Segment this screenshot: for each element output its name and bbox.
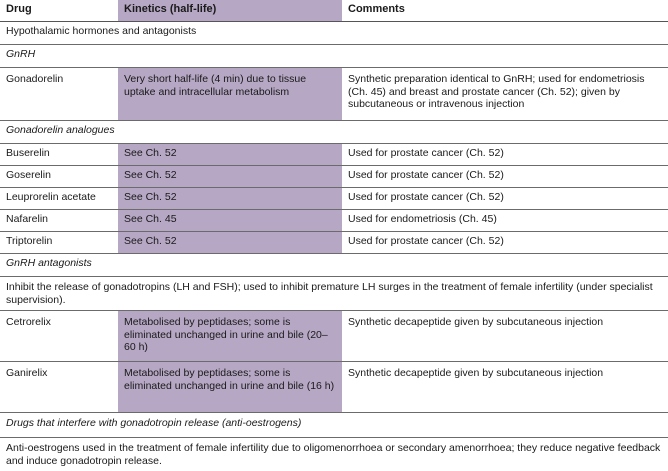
kinetics-cell: See Ch. 45	[118, 210, 342, 232]
drug-name: Leuprorelin acetate	[0, 188, 118, 210]
antagonists-note: Inhibit the release of gonadotropins (LH and FSH); used to inhibit premature LH surges in the treatment of female infertility (under specialist supervision).	[0, 277, 668, 311]
anti-oestrogens-note: Anti-oestrogens used in the treatment of female infertility due to oligomenorrhoea or secondary amenorrhoea; they reduce negative feedback and induce gonadotropin release.	[0, 438, 668, 471]
kinetics-cell: See Ch. 52	[118, 166, 342, 188]
header-row	[0, 0, 668, 22]
drug-name: Cetrorelix	[0, 311, 118, 362]
subsection-row	[0, 254, 668, 277]
subsection-row	[0, 121, 668, 144]
comments-cell: Used for endometriosis (Ch. 45)	[342, 210, 668, 232]
section-title: Hypothalamic hormones and antagonists	[0, 22, 668, 45]
comments-cell: Used for prostate cancer (Ch. 52)	[342, 144, 668, 166]
kinetics-cell: See Ch. 52	[118, 232, 342, 254]
comments-cell: Synthetic decapeptide given by subcutaneous injection	[342, 311, 668, 362]
note-row	[0, 438, 668, 471]
drug-name: Ganirelix	[0, 362, 118, 413]
drug-name: Triptorelin	[0, 232, 118, 254]
table-row	[0, 311, 668, 362]
kinetics-cell: Metabolised by peptidases; some is eliminated unchanged in urine and bile (16 h)	[118, 362, 342, 413]
subsection-heading-antagonists: GnRH antagonists	[0, 254, 668, 277]
drug-name: Nafarelin	[0, 210, 118, 232]
drug-column-header: Drug	[0, 0, 118, 22]
drug-name: Gonadorelin	[0, 68, 118, 121]
note-row	[0, 277, 668, 311]
table-row	[0, 362, 668, 413]
subsection-heading-anti-oestrogens: Drugs that interfere with gonadotropin release (anti-oestrogens)	[0, 413, 668, 438]
kinetics-cell: See Ch. 52	[118, 188, 342, 210]
table-row	[0, 166, 668, 188]
table-row	[0, 210, 668, 232]
section-title-row	[0, 22, 668, 45]
table-row	[0, 232, 668, 254]
kinetics-cell: Very short half-life (4 min) due to tissue uptake and intracellular metabolism	[118, 68, 342, 121]
comments-column-header: Comments	[342, 0, 668, 22]
subsection-heading-analogues: Gonadorelin analogues	[0, 121, 668, 144]
comments-cell: Used for prostate cancer (Ch. 52)	[342, 232, 668, 254]
comments-cell: Used for prostate cancer (Ch. 52)	[342, 166, 668, 188]
comments-cell: Synthetic preparation identical to GnRH; used for endometriosis (Ch. 45) and breast and prostate cancer (Ch. 52); given by subcutaneous or intravenous injection	[342, 68, 668, 121]
table-row	[0, 68, 668, 121]
subsection-heading-gnrh: GnRH	[0, 45, 668, 68]
drug-name: Goserelin	[0, 166, 118, 188]
table-row	[0, 188, 668, 210]
comments-cell: Synthetic decapeptide given by subcutaneous injection	[342, 362, 668, 413]
kinetics-column-header: Kinetics (half-life)	[118, 0, 342, 22]
kinetics-cell: Metabolised by peptidases; some is eliminated unchanged in urine and bile (20–60 h)	[118, 311, 342, 362]
kinetics-cell: See Ch. 52	[118, 144, 342, 166]
table-row	[0, 144, 668, 166]
comments-cell: Used for prostate cancer (Ch. 52)	[342, 188, 668, 210]
drug-name: Buserelin	[0, 144, 118, 166]
subsection-row	[0, 413, 668, 438]
subsection-row	[0, 45, 668, 68]
